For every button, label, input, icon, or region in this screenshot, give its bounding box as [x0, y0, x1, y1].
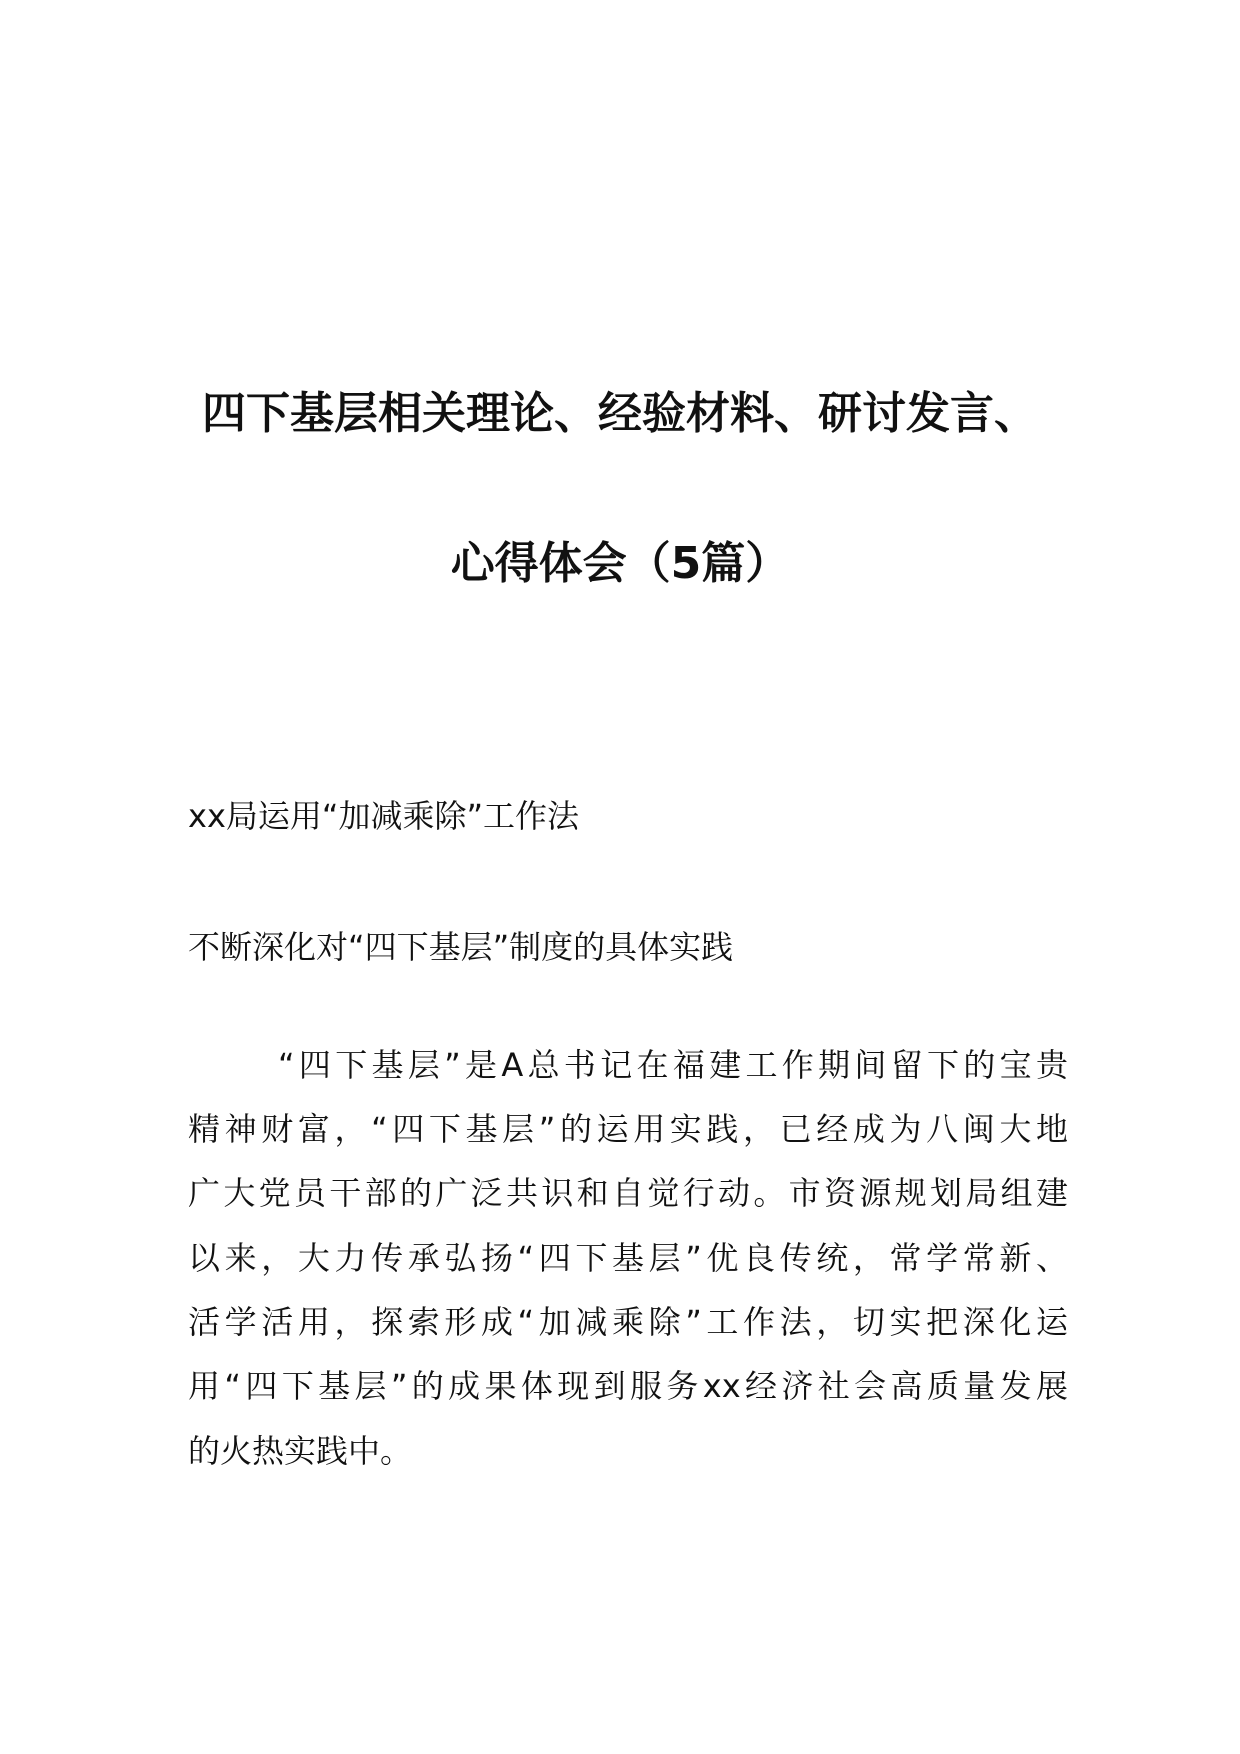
paragraph-line: 广大党员干部的广泛共识和自觉行动。市资源规划局组建 [188, 1174, 1068, 1212]
paragraph-line: 的火热实践中。 [188, 1432, 413, 1470]
paragraph-line: 以来，大力传承弘扬“四下基层”优良传统，常学常新、 [188, 1239, 1068, 1277]
article-heading: xx局运用“加减乘除”工作法 [188, 797, 580, 835]
paragraph-line: 活学活用，探索形成“加减乘除”工作法，切实把深化运 [188, 1303, 1068, 1341]
paragraph-line: 用“四下基层”的成果体现到服务xx经济社会高质量发展 [188, 1367, 1068, 1405]
article-subheading: 不断深化对“四下基层”制度的具体实践 [188, 928, 734, 966]
paragraph-line: “四下基层”是A总书记在福建工作期间留下的宝贵 [278, 1046, 1068, 1084]
paragraph-line: 精神财富，“四下基层”的运用实践，已经成为八闽大地 [188, 1110, 1068, 1148]
document-title-line-2: 心得体会（5篇） [450, 538, 790, 589]
document-title-line-1: 四下基层相关理论、经验材料、研讨发言、 [202, 388, 1038, 439]
